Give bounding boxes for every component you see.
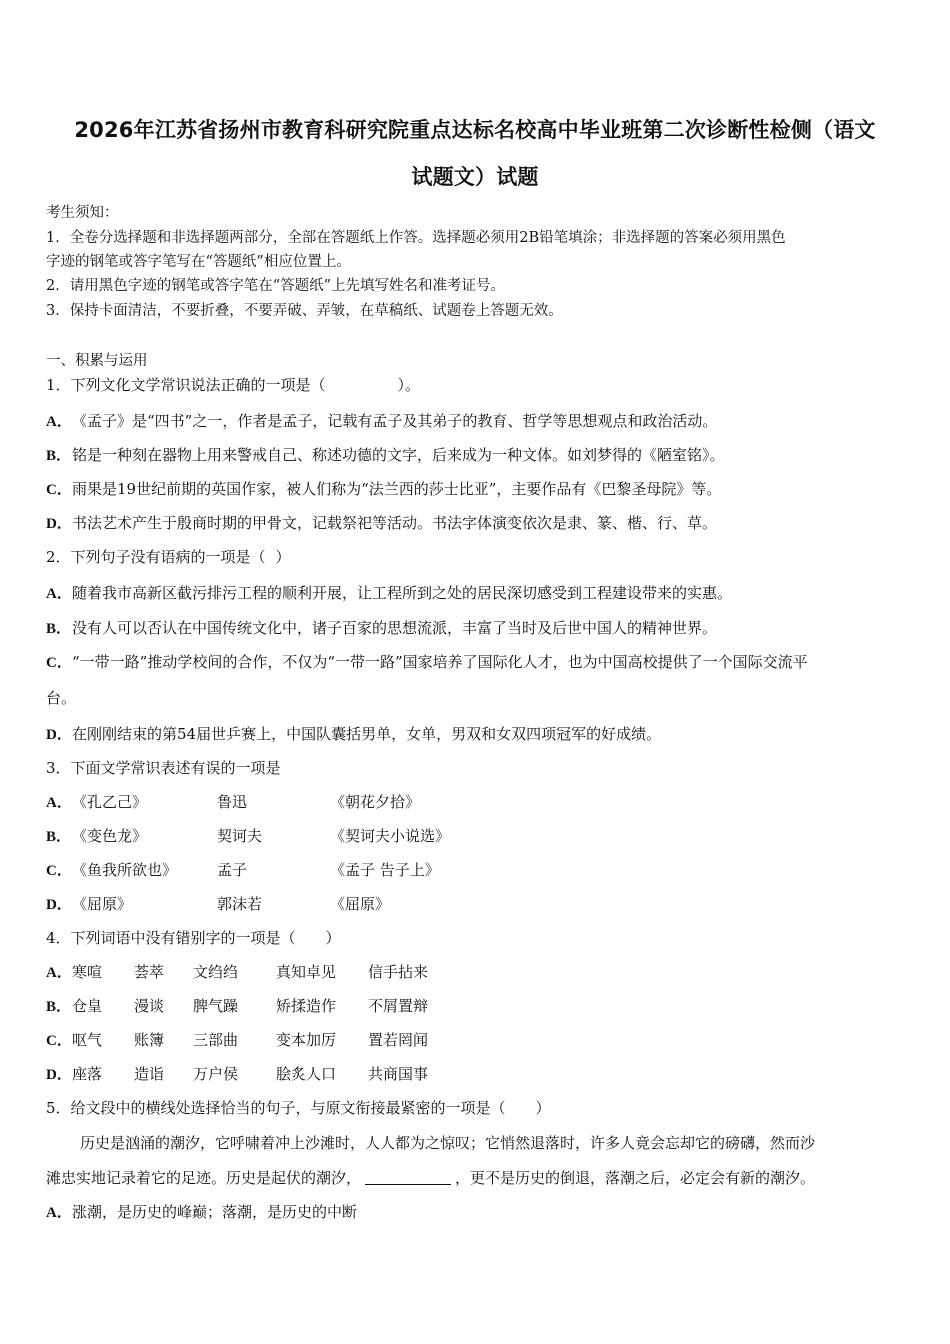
word: 文绉绉 <box>193 963 239 981</box>
option-text: 雨果是19世纪前期的英国作家，被人们称为“法兰西的莎士比亚”，主要作品有《巴黎圣母院》等。 <box>72 480 722 498</box>
author: 郭沫若 <box>217 895 263 913</box>
word: 真知卓见 <box>276 963 337 981</box>
question-1-option-d <box>46 513 717 534</box>
question-1-stem-end: ）。 <box>397 376 421 394</box>
question-4-stem <box>46 928 341 948</box>
question-2-stem-text: 2．下列句子没有语病的一项是（ <box>46 548 266 566</box>
source: 《屈原》 <box>330 895 391 913</box>
question-2-option-c <box>46 652 808 673</box>
word: 脍炙人口 <box>276 1065 337 1083</box>
question-2-stem <box>46 547 291 567</box>
word: 不屑置辩 <box>368 997 429 1015</box>
question-3-row-c <box>46 860 177 881</box>
option-text: 随着我市高新区截污排污工程的顺利开展，让工程所到之处的居民深切感受到工程建设带来的实惠。 <box>72 584 733 602</box>
notice-item-3: 3．保持卡面清洁，不要折叠，不要弄破、弄皱，在草稿纸、试题卷上答题无效。 <box>46 303 563 319</box>
question-1-option-c <box>46 479 721 500</box>
word: 三部曲 <box>193 1031 239 1049</box>
question-2-option-d <box>46 724 661 745</box>
question-2-option-b <box>46 618 717 639</box>
work-title: 《孔乙己》 <box>72 793 148 811</box>
question-4-row-c <box>46 1030 102 1051</box>
source: 《契诃夫小说选》 <box>330 827 451 845</box>
word: 座落 <box>72 1065 103 1083</box>
option-letter: D． <box>46 897 72 913</box>
source: 《朝花夕拾》 <box>330 793 421 811</box>
option-text: “一带一路”推动学校间的合作，不仅为“一带一路”国家培养了国际化人才，也为中国高校提供了一个国际交流平 <box>72 653 808 671</box>
option-letter: B． <box>46 621 72 637</box>
option-text: 在刚刚结束的第54届世乒赛上，中国队囊括男单，女单，男双和女双四项冠军的好成绩。 <box>72 725 662 743</box>
notice-item-1a: 1．全卷分选择题和非选择题两部分，全部在答题纸上作答。选择题必须用2B铅笔填涂；非选择题的答案必须用黑色 <box>46 230 786 246</box>
word: 账簿 <box>134 1031 165 1049</box>
source: 《孟子 告子上》 <box>330 861 440 879</box>
option-letter: A． <box>46 414 72 430</box>
exam-title-line1: 2026年江苏省扬州市教育科研究院重点达标名校高中毕业班第二次诊断性检侧（语文 <box>74 118 876 142</box>
question-5-stem-text: 5．给文段中的横线处选择恰当的句子，与原文衔接最紧密的一项是（ <box>46 1099 506 1117</box>
question-5-option-a <box>46 1202 357 1223</box>
option-text: 没有人可以否认在中国传统文化中，诸子百家的思想流派，丰富了当时及后世中国人的精神世界。 <box>72 619 718 637</box>
word: 造诣 <box>134 1065 165 1083</box>
word: 呕气 <box>72 1031 103 1049</box>
passage-text-end: ，更不是历史的倒退，落潮之后，必定会有新的潮汐。 <box>455 1169 816 1187</box>
word: 信手拈来 <box>368 963 429 981</box>
author: 契诃夫 <box>217 827 263 845</box>
question-5-stem-end: ） <box>535 1099 551 1117</box>
question-1-stem <box>46 375 420 395</box>
question-3-row-d <box>46 894 132 915</box>
question-5-passage-1: 历史是汹涌的潮汐，它呼啸着冲上沙滩时，人人都为之惊叹；它悄然退落时，许多人竟会忘却它的磅礴，然而沙 <box>80 1134 816 1152</box>
option-letter: D． <box>46 727 72 743</box>
option-letter: D． <box>46 1067 72 1083</box>
word: 仓皇 <box>72 997 103 1015</box>
option-letter: B． <box>46 448 72 464</box>
question-4-row-b <box>46 996 102 1017</box>
word: 置若罔闻 <box>368 1031 429 1049</box>
exam-title-line2: 试题文）试题 <box>411 165 539 189</box>
question-5-passage-2 <box>46 1168 815 1188</box>
question-5-stem <box>46 1098 551 1118</box>
question-2-option-c-continued: 台。 <box>46 689 77 707</box>
option-letter: A． <box>46 1205 72 1221</box>
passage-text: 滩忠实地记录着它的足迹。历史是起伏的潮汐， <box>46 1169 362 1187</box>
section-heading: 一、积累与运用 <box>46 353 148 369</box>
option-letter: A． <box>46 965 72 981</box>
word: 共商国事 <box>368 1065 429 1083</box>
author: 孟子 <box>217 861 248 879</box>
question-3-row-b <box>46 826 147 847</box>
word: 矫揉造作 <box>276 997 337 1015</box>
word: 寒喧 <box>72 963 103 981</box>
notice-item-1b: 字迹的钢笔或答字笔写在“答题纸”相应位置上。 <box>46 254 351 270</box>
option-letter: A． <box>46 586 72 602</box>
option-letter: C． <box>46 655 72 671</box>
word: 变本加厉 <box>276 1031 337 1049</box>
option-letter: C． <box>46 863 72 879</box>
question-3-stem: 3．下面文学常识表述有误的一项是 <box>46 759 281 777</box>
question-3-row-a <box>46 792 147 813</box>
question-4-stem-text: 4．下列词语中没有错别字的一项是（ <box>46 929 296 947</box>
option-letter: D． <box>46 516 72 532</box>
option-letter: A． <box>46 795 72 811</box>
option-text: 涨潮，是历史的峰巅；落潮，是历史的中断 <box>72 1203 358 1221</box>
word: 漫谈 <box>134 997 165 1015</box>
notice-heading: 考生须知： <box>46 205 119 221</box>
question-4-row-a <box>46 962 102 983</box>
option-letter: B． <box>46 999 72 1015</box>
option-letter: C． <box>46 482 72 498</box>
word: 万户侯 <box>193 1065 239 1083</box>
option-letter: B． <box>46 829 72 845</box>
question-1-stem-text: 1．下列文化文学常识说法正确的一项是（ <box>46 376 326 394</box>
question-2-stem-end: ） <box>275 548 291 566</box>
question-2-option-a <box>46 583 732 604</box>
question-4-stem-end: ） <box>325 929 341 947</box>
word: 脾气躁 <box>193 997 239 1015</box>
option-text: 铭是一种刻在器物上用来警戒自己、称述功德的文字，后来成为一种文体。如刘梦得的《陋室铭》。 <box>72 446 725 464</box>
author: 鲁迅 <box>217 793 248 811</box>
option-letter: C． <box>46 1033 72 1049</box>
option-text: 《孟子》是“四书”之一，作者是孟子，记载有孟子及其弟子的教育、哲学等思想观点和政治活动。 <box>72 412 718 430</box>
question-1-option-a <box>46 411 717 432</box>
question-4-row-d <box>46 1064 102 1085</box>
option-text: 书法艺术产生于殷商时期的甲骨文，记载祭祀等活动。书法字体演变依次是隶、篆、楷、行、草。 <box>72 514 718 532</box>
work-title: 《鱼我所欲也》 <box>72 861 178 879</box>
work-title: 《变色龙》 <box>72 827 148 845</box>
work-title: 《屈原》 <box>72 895 133 913</box>
word: 荟萃 <box>134 963 165 981</box>
answer-blank <box>365 1170 451 1185</box>
notice-item-2: 2．请用黑色字迹的钢笔或答字笔在“答题纸”上先填写姓名和准考证号。 <box>46 278 506 294</box>
question-1-option-b <box>46 445 725 466</box>
